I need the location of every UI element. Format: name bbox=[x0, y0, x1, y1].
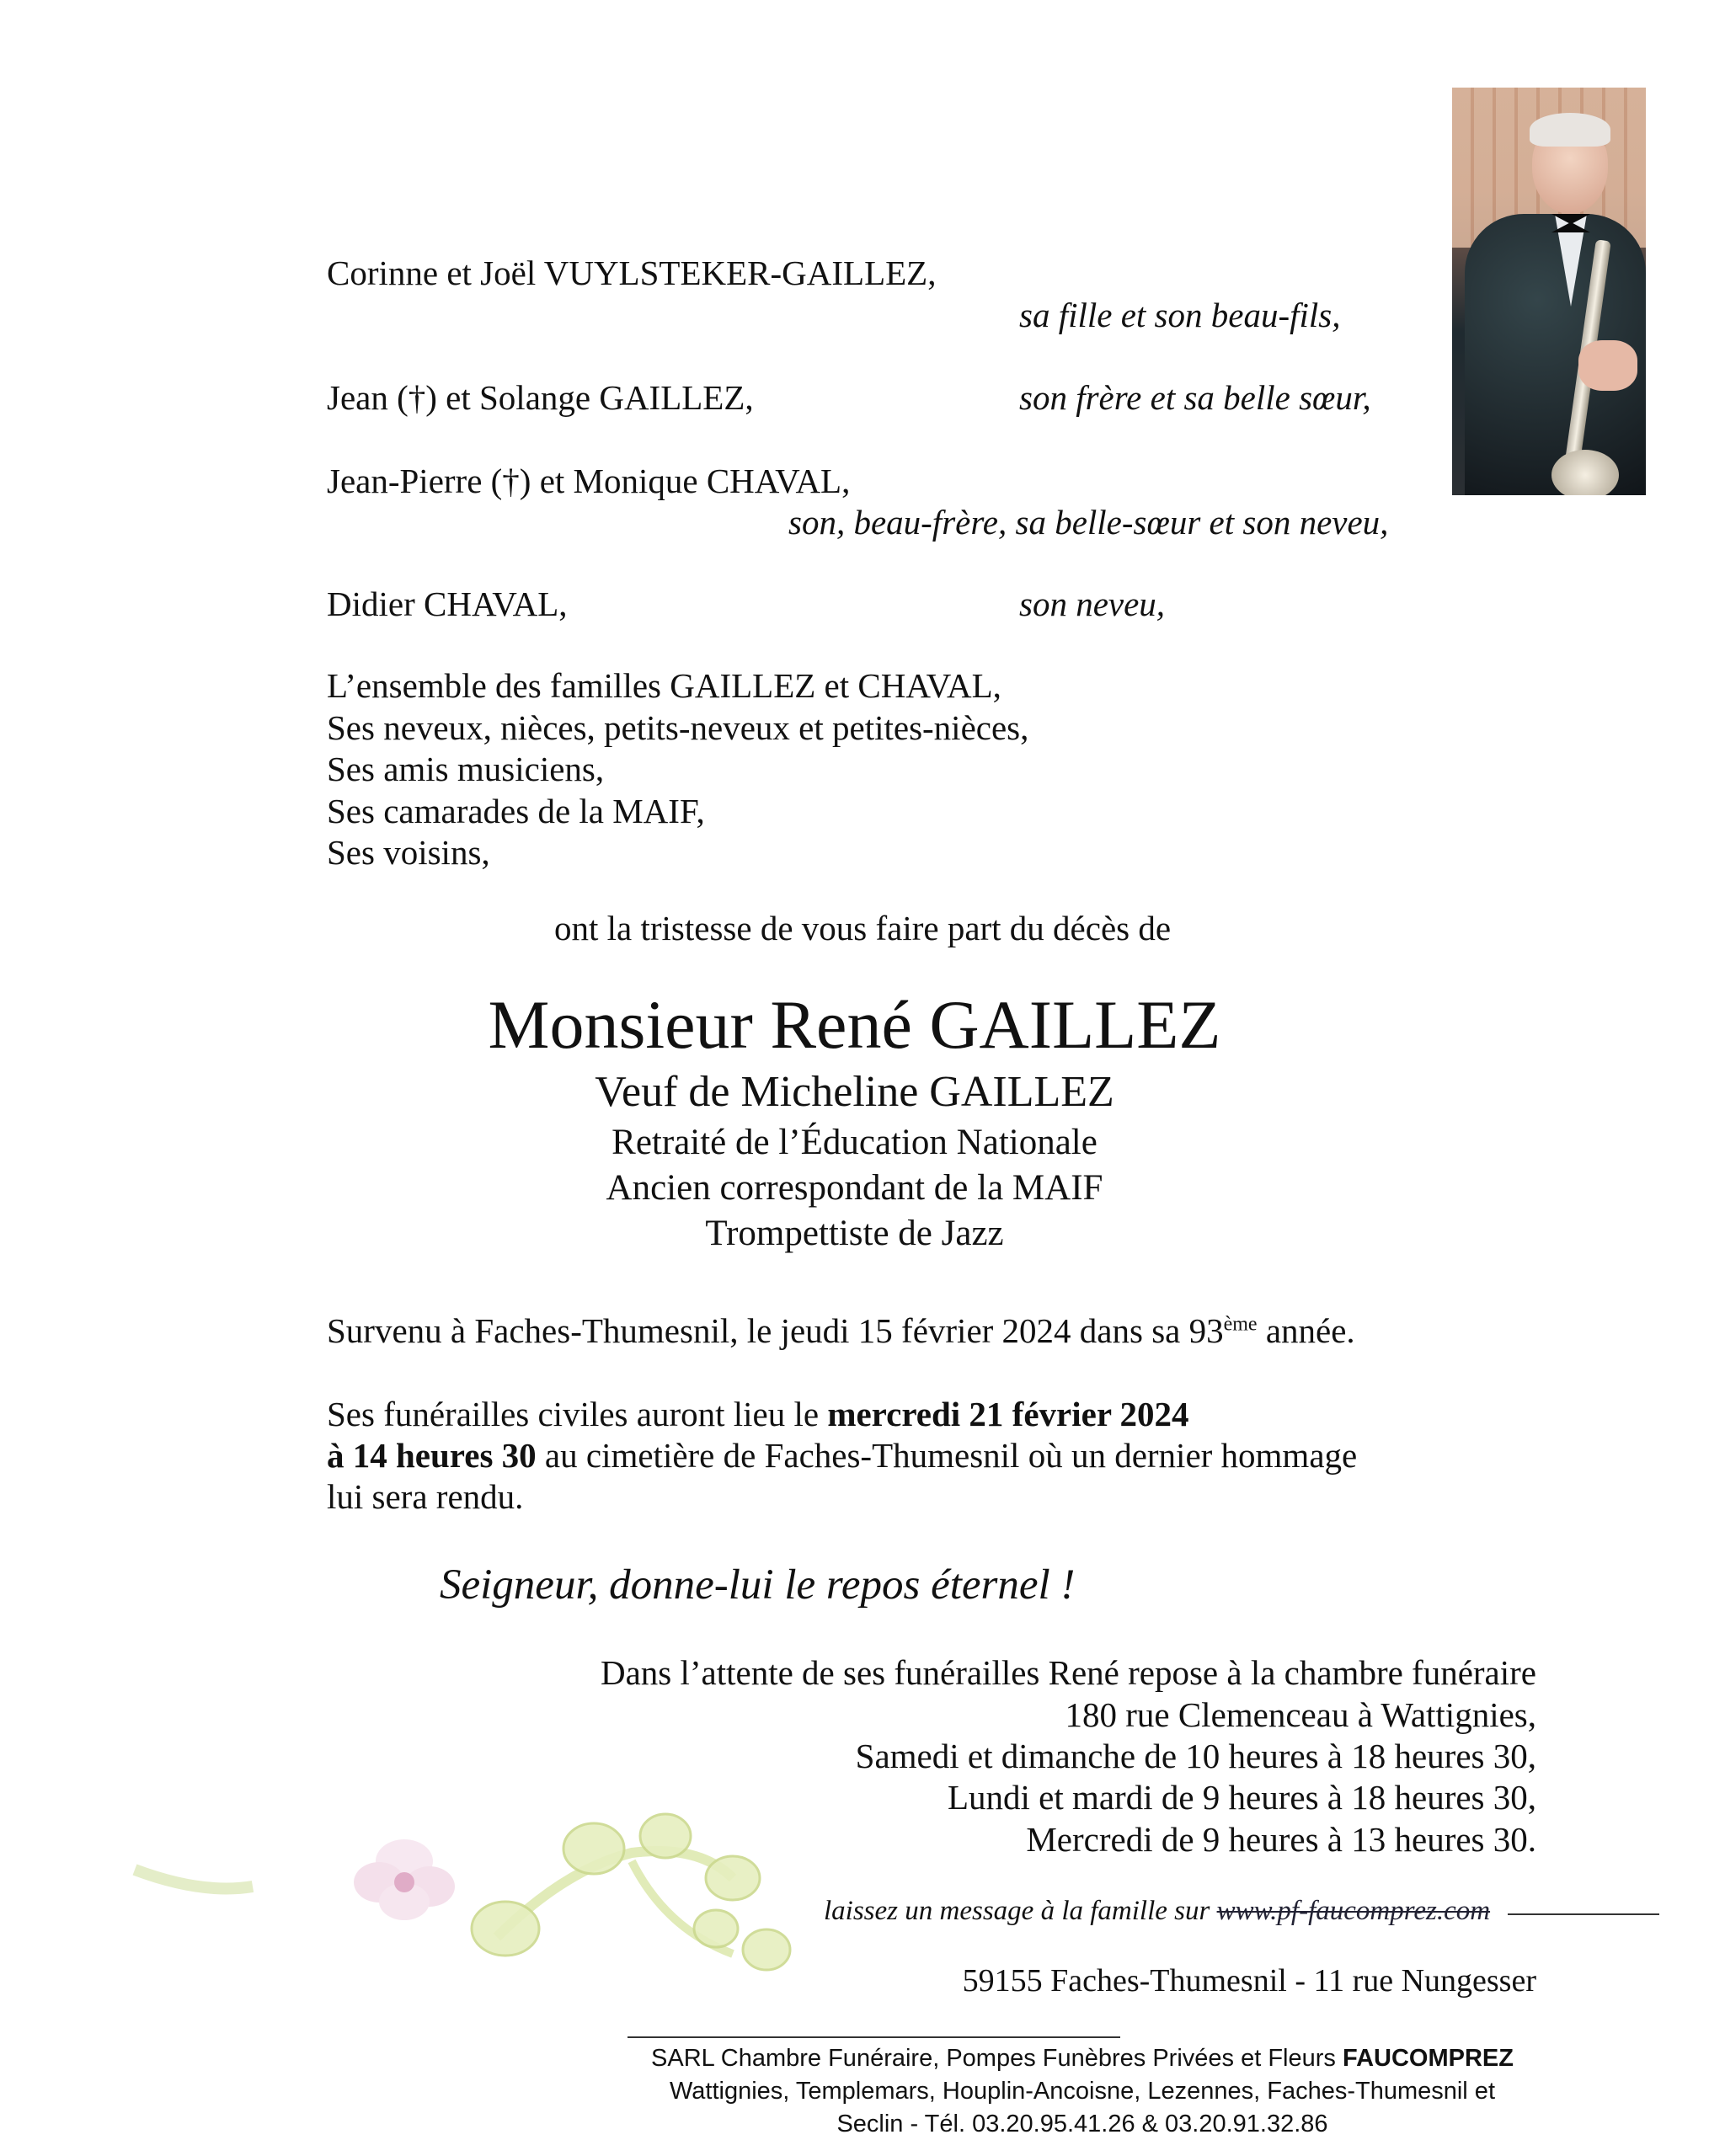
funeral-line-2: à 14 heures 30 au cimetière de Faches-Thumesnil où un dernier hommage bbox=[327, 1436, 1358, 1475]
family-name-2: Jean (†) et Solange GAILLEZ, bbox=[327, 378, 754, 417]
family-relation-3: son, beau-frère, sa belle-sœur et son neveu, bbox=[788, 503, 1389, 542]
deceased-widow-of: Veuf de Micheline GAILLEZ bbox=[595, 1068, 1114, 1116]
death-notice: Survenu à Faches-Thumesnil, le jeudi 15 février 2024 dans sa 93ème année. bbox=[327, 1311, 1355, 1350]
company-block bbox=[522, 2042, 1642, 2141]
deceased-hobby: Trompettiste de Jazz bbox=[705, 1214, 1004, 1253]
visitation-line-2: 180 rue Clemenceau à Wattignies, bbox=[1065, 1695, 1536, 1734]
message-rule bbox=[1508, 1913, 1659, 1915]
portrait-photo bbox=[1452, 88, 1646, 495]
family-name-1: Corinne et Joël VUYLSTEKER-GAILLEZ, bbox=[327, 253, 937, 292]
orchid-branch-icon bbox=[126, 1802, 851, 1996]
company-line-1: SARL Chambre Funéraire, Pompes Funèbres Privées et Fleurs FAUCOMPREZ bbox=[651, 2045, 1514, 2072]
family-relation-2: son frère et sa belle sœur, bbox=[1019, 378, 1371, 417]
funeral-line-1: Ses funérailles civiles auront lieu le mercredi 21 février 2024 bbox=[327, 1395, 1189, 1433]
company-line-2: Wattignies, Templemars, Houplin-Ancoisne, Lezennes, Faches-Thumesnil et bbox=[669, 2078, 1495, 2105]
company-line-3: Seclin - Tél. 03.20.95.41.26 & 03.20.91.32.86 bbox=[836, 2111, 1328, 2138]
family-relation-4: son neveu, bbox=[1019, 584, 1166, 623]
family-name-3: Jean-Pierre (†) et Monique CHAVAL, bbox=[327, 462, 851, 500]
family-relation-1: sa fille et son beau-fils, bbox=[1019, 296, 1341, 334]
deceased-name: Monsieur René GAILLEZ bbox=[488, 986, 1221, 1063]
website-link[interactable]: www.pf-faucomprez.com bbox=[1216, 1896, 1491, 1926]
others-line-1: L’ensemble des familles GAILLEZ et CHAVAL, bbox=[327, 666, 1001, 705]
others-line-3: Ses amis musiciens, bbox=[327, 750, 605, 788]
funeral-line-3: lui sera rendu. bbox=[327, 1477, 524, 1516]
message-line: laissez un message à la famille sur www.pf-faucomprez.com bbox=[824, 1896, 1491, 1926]
others-line-4: Ses camarades de la MAIF, bbox=[327, 792, 705, 830]
announcement: ont la tristesse de vous faire part du décès de bbox=[554, 909, 1172, 947]
visitation-line-1: Dans l’attente de ses funérailles René repose à la chambre funéraire bbox=[600, 1653, 1536, 1692]
prayer: Seigneur, donne-lui le repos éternel ! bbox=[440, 1561, 1076, 1609]
others-line-2: Ses neveux, nièces, petits-neveux et petites-nièces, bbox=[327, 708, 1029, 747]
visitation-line-5: Mercredi de 9 heures à 13 heures 30. bbox=[1026, 1820, 1536, 1859]
address: 59155 Faches-Thumesnil - 11 rue Nungesser bbox=[962, 1963, 1536, 1999]
visitation-line-4: Lundi et mardi de 9 heures à 18 heures 30, bbox=[947, 1778, 1536, 1817]
footer-divider bbox=[628, 2036, 1120, 2038]
deceased-occupation: Retraité de l’Éducation Nationale bbox=[612, 1123, 1097, 1162]
others-line-5: Ses voisins, bbox=[327, 833, 490, 872]
visitation-line-3: Samedi et dimanche de 10 heures à 18 heures 30, bbox=[855, 1737, 1536, 1775]
deceased-role: Ancien correspondant de la MAIF bbox=[606, 1168, 1103, 1208]
family-name-4: Didier CHAVAL, bbox=[327, 584, 568, 623]
